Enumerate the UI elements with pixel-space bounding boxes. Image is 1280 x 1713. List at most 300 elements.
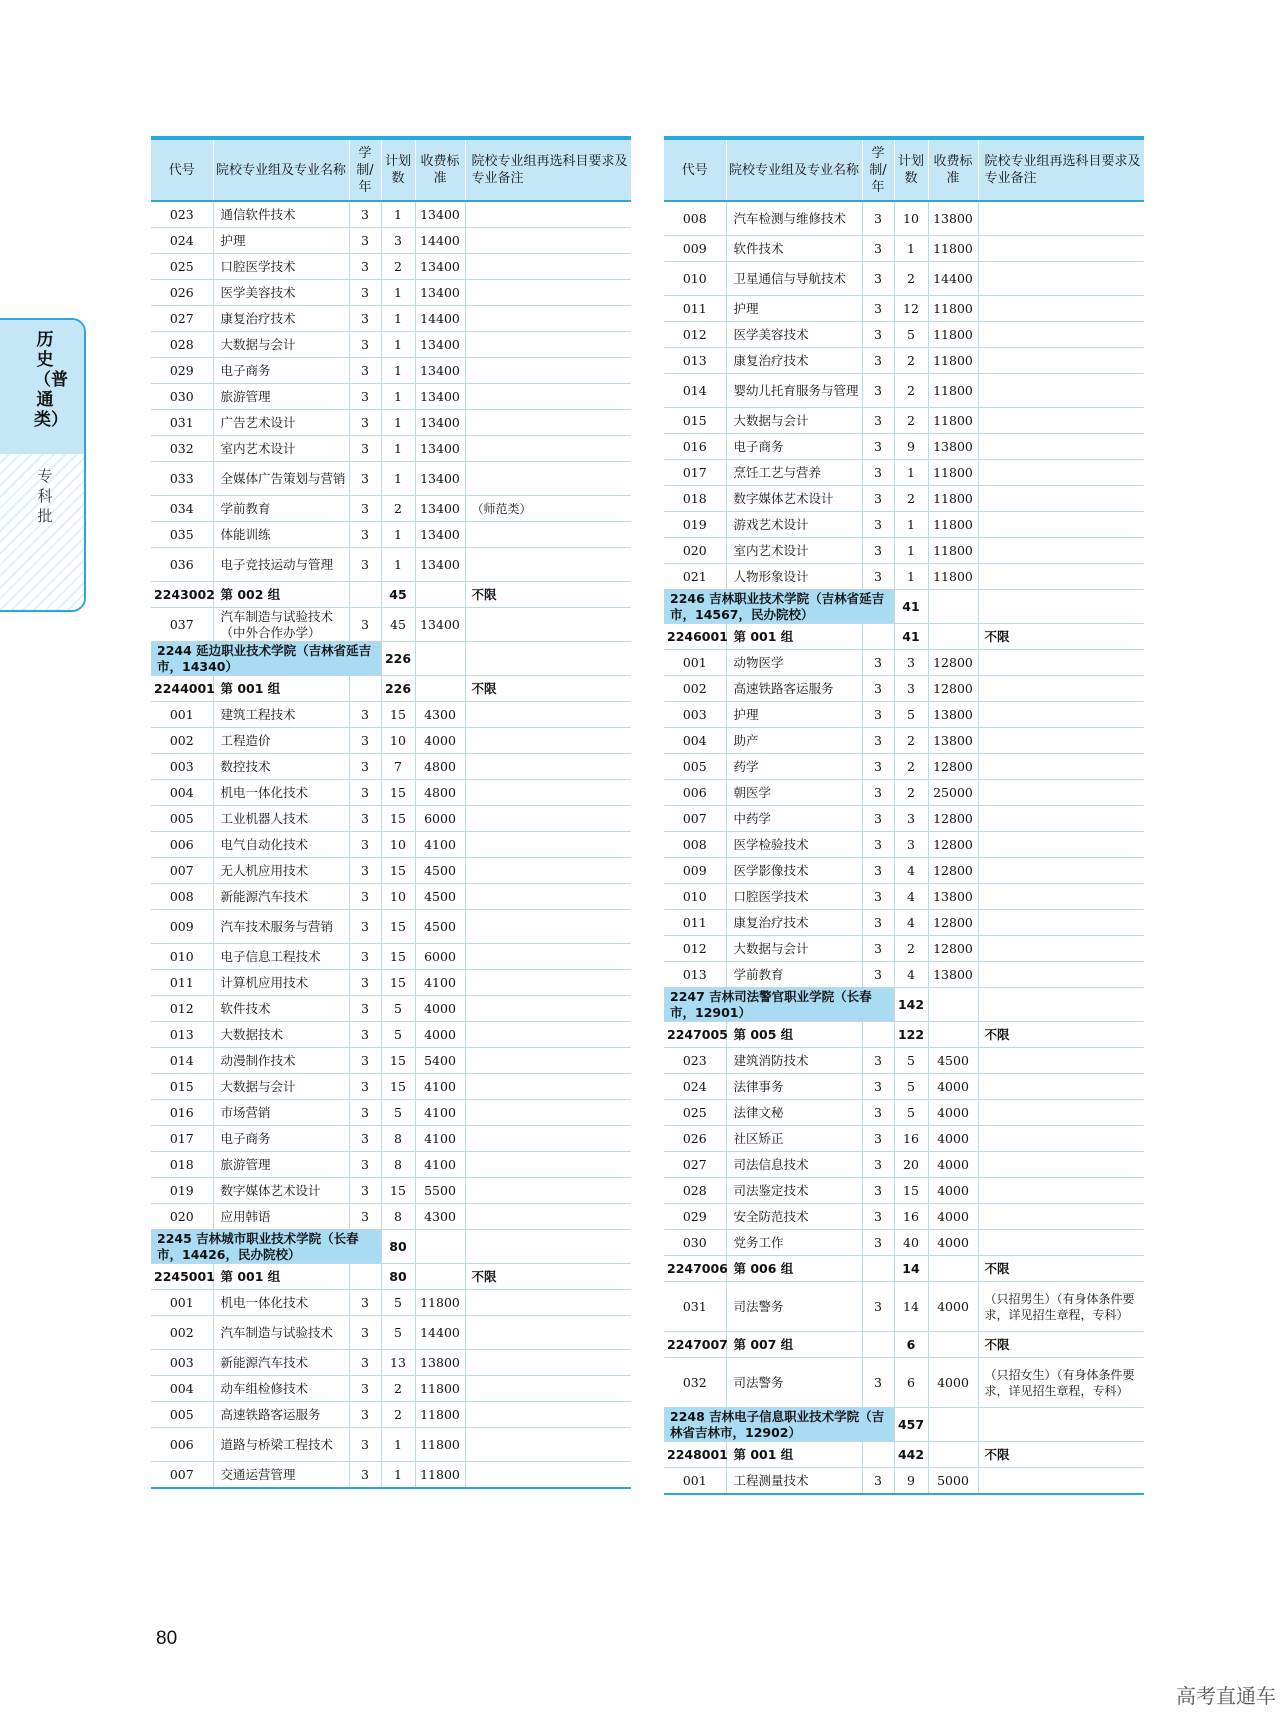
- major-years: 3: [862, 910, 894, 936]
- major-years: 3: [862, 262, 894, 296]
- major-row: [664, 910, 1144, 936]
- major-years: 3: [862, 460, 894, 486]
- major-years: 3: [862, 322, 894, 348]
- major-plan: 5: [894, 322, 928, 348]
- major-note: [978, 434, 1144, 460]
- major-years: 3: [862, 486, 894, 512]
- major-years: 3: [349, 1462, 381, 1489]
- major-note: [978, 1126, 1144, 1152]
- major-plan: 1: [381, 358, 415, 384]
- group-row: [151, 1264, 631, 1290]
- major-fee: 4100: [415, 1126, 465, 1152]
- major-row: [664, 1074, 1144, 1100]
- major-name: 室内艺术设计: [213, 436, 349, 462]
- major-code: 003: [151, 754, 213, 780]
- major-years: 3: [349, 1126, 381, 1152]
- major-plan: 1: [381, 280, 415, 306]
- major-note: [465, 306, 631, 332]
- major-fee: 13800: [415, 1350, 465, 1376]
- major-row: [664, 806, 1144, 832]
- major-plan: 1: [381, 332, 415, 358]
- major-note: [978, 564, 1144, 590]
- major-code: 005: [151, 1402, 213, 1428]
- major-plan: 1: [381, 462, 415, 496]
- major-row: [151, 254, 631, 280]
- group-plan: 442: [894, 1442, 928, 1468]
- school-note: [978, 1408, 1144, 1442]
- school-note: [978, 590, 1144, 624]
- major-row: [664, 296, 1144, 322]
- group-row: [664, 1256, 1144, 1282]
- major-note: [465, 280, 631, 306]
- major-name: 司法警务: [726, 1358, 862, 1408]
- major-name: 法律事务: [726, 1074, 862, 1100]
- group-fee: [928, 1442, 978, 1468]
- major-note: [978, 936, 1144, 962]
- major-code: 009: [664, 858, 726, 884]
- major-plan: 3: [894, 806, 928, 832]
- major-fee: 13400: [415, 332, 465, 358]
- major-note: [465, 780, 631, 806]
- major-years: 3: [349, 1290, 381, 1316]
- major-years: 3: [862, 236, 894, 262]
- major-fee: 11800: [415, 1428, 465, 1462]
- group-requirement: 不限: [978, 1442, 1144, 1468]
- major-row: [151, 970, 631, 996]
- school-row: [664, 988, 1144, 1022]
- major-plan: 1: [381, 410, 415, 436]
- major-fee: 12800: [928, 754, 978, 780]
- major-plan: 3: [894, 832, 928, 858]
- major-name: 学前教育: [726, 962, 862, 988]
- group-code: 2248001: [664, 1442, 726, 1468]
- major-plan: 5: [381, 996, 415, 1022]
- header-requirements: 院校专业组再选科目要求及专业备注: [465, 138, 631, 201]
- major-years: 3: [349, 754, 381, 780]
- major-plan: 16: [894, 1126, 928, 1152]
- major-name: 朝医学: [726, 780, 862, 806]
- major-plan: 1: [894, 538, 928, 564]
- major-code: 015: [151, 1074, 213, 1100]
- major-name: 游戏艺术设计: [726, 512, 862, 538]
- major-note: [978, 322, 1144, 348]
- major-row: [151, 1022, 631, 1048]
- major-row: [151, 358, 631, 384]
- header-years: 学制/年: [349, 138, 381, 201]
- major-fee: 4000: [415, 996, 465, 1022]
- major-plan: 1: [894, 564, 928, 590]
- major-name: 旅游管理: [213, 384, 349, 410]
- major-row: [151, 806, 631, 832]
- major-fee: 11800: [415, 1290, 465, 1316]
- major-fee: 13400: [415, 548, 465, 582]
- major-name: 计算机应用技术: [213, 970, 349, 996]
- school-row: [664, 1408, 1144, 1442]
- major-plan: 3: [894, 650, 928, 676]
- major-plan: 2: [894, 728, 928, 754]
- major-code: 017: [664, 460, 726, 486]
- major-plan: 1: [381, 201, 415, 228]
- major-note: [465, 910, 631, 944]
- major-row: [151, 1152, 631, 1178]
- major-note: [978, 486, 1144, 512]
- major-row: [151, 332, 631, 358]
- major-row: [151, 1428, 631, 1462]
- major-fee: 13800: [928, 962, 978, 988]
- school-row: [664, 590, 1144, 624]
- major-years: 3: [349, 306, 381, 332]
- major-note: [465, 806, 631, 832]
- major-code: 001: [151, 702, 213, 728]
- major-note: [465, 201, 631, 228]
- major-code: 012: [151, 996, 213, 1022]
- major-name: 工程测量技术: [726, 1468, 862, 1495]
- major-fee: 4500: [415, 884, 465, 910]
- major-note: [465, 884, 631, 910]
- major-fee: 13400: [415, 358, 465, 384]
- school-plan: 142: [894, 988, 928, 1022]
- major-code: 034: [151, 496, 213, 522]
- group-plan: 122: [894, 1022, 928, 1048]
- major-code: 020: [664, 538, 726, 564]
- major-code: 006: [151, 1428, 213, 1462]
- major-plan: 5: [381, 1290, 415, 1316]
- major-row: [664, 322, 1144, 348]
- major-note: [978, 858, 1144, 884]
- major-note: [465, 358, 631, 384]
- major-plan: 2: [894, 486, 928, 512]
- major-row: [151, 201, 631, 228]
- major-row: [664, 512, 1144, 538]
- major-note: [465, 1022, 631, 1048]
- major-fee: 13400: [415, 436, 465, 462]
- major-row: [664, 564, 1144, 590]
- major-plan: 2: [894, 780, 928, 806]
- major-row: [151, 754, 631, 780]
- major-name: 高速铁路客运服务: [213, 1402, 349, 1428]
- major-code: 028: [151, 332, 213, 358]
- watermark-text: 高考直通车: [1176, 1684, 1276, 1708]
- major-years: 3: [349, 1152, 381, 1178]
- major-code: 018: [664, 486, 726, 512]
- header-plan: 计划数: [381, 138, 415, 201]
- major-row: [151, 306, 631, 332]
- major-fee: 4300: [415, 1204, 465, 1230]
- major-code: 016: [664, 434, 726, 460]
- major-note: [978, 374, 1144, 408]
- major-row: [151, 280, 631, 306]
- major-note: [465, 254, 631, 280]
- major-years: 3: [349, 1022, 381, 1048]
- group-years: [862, 1256, 894, 1282]
- major-row: [151, 1316, 631, 1350]
- major-name: 数字媒体艺术设计: [213, 1178, 349, 1204]
- group-years: [349, 582, 381, 608]
- major-name: 药学: [726, 754, 862, 780]
- major-row: [151, 608, 631, 642]
- major-name: 旅游管理: [213, 1152, 349, 1178]
- major-code: 008: [664, 201, 726, 236]
- major-name: 电气自动化技术: [213, 832, 349, 858]
- major-code: 007: [151, 1462, 213, 1489]
- major-name: 体能训练: [213, 522, 349, 548]
- group-fee: [928, 1332, 978, 1358]
- major-fee: 5000: [928, 1468, 978, 1495]
- major-name: 电子商务: [726, 434, 862, 460]
- major-fee: 4500: [415, 910, 465, 944]
- major-name: 中药学: [726, 806, 862, 832]
- major-plan: 9: [894, 434, 928, 460]
- major-years: 3: [349, 201, 381, 228]
- major-name: 室内艺术设计: [726, 538, 862, 564]
- major-years: 3: [862, 676, 894, 702]
- major-row: [664, 702, 1144, 728]
- side-tab-sub-label: 专科批: [37, 467, 53, 525]
- major-name: 医学检验技术: [726, 832, 862, 858]
- major-fee: 12800: [928, 936, 978, 962]
- major-row: [664, 1282, 1144, 1332]
- major-note: [465, 608, 631, 642]
- major-code: 020: [151, 1204, 213, 1230]
- group-requirement: 不限: [978, 1022, 1144, 1048]
- major-years: 3: [862, 434, 894, 460]
- major-years: 3: [349, 254, 381, 280]
- major-row: [664, 374, 1144, 408]
- major-note: [978, 1100, 1144, 1126]
- major-code: 004: [664, 728, 726, 754]
- major-fee: 4300: [415, 702, 465, 728]
- major-code: 030: [664, 1230, 726, 1256]
- major-plan: 6: [894, 1358, 928, 1408]
- header-years: 学制/年: [862, 138, 894, 201]
- group-fee: [415, 582, 465, 608]
- major-plan: 40: [894, 1230, 928, 1256]
- major-row: [664, 1048, 1144, 1074]
- major-years: 3: [862, 832, 894, 858]
- major-code: 008: [664, 832, 726, 858]
- major-code: 001: [664, 1468, 726, 1495]
- major-fee: 13800: [928, 434, 978, 460]
- major-note: （只招男生）（有身体条件要求，详见招生章程，专科）: [978, 1282, 1144, 1332]
- major-years: 3: [349, 1376, 381, 1402]
- major-plan: 1: [381, 548, 415, 582]
- major-name: 电子竞技运动与管理: [213, 548, 349, 582]
- school-name: 2246 吉林职业技术学院（吉林省延吉市，14567，民办院校）: [664, 590, 894, 624]
- major-row: [664, 348, 1144, 374]
- major-plan: 1: [381, 522, 415, 548]
- major-name: 数字媒体艺术设计: [726, 486, 862, 512]
- major-name: 新能源汽车技术: [213, 884, 349, 910]
- major-plan: 1: [381, 436, 415, 462]
- group-code: 2246001: [664, 624, 726, 650]
- major-code: 011: [664, 910, 726, 936]
- major-note: [978, 538, 1144, 564]
- major-name: 康复治疗技术: [726, 910, 862, 936]
- major-years: 3: [862, 962, 894, 988]
- major-years: 3: [349, 1350, 381, 1376]
- major-years: 3: [862, 408, 894, 434]
- major-plan: 3: [894, 676, 928, 702]
- major-fee: 12800: [928, 910, 978, 936]
- major-row: [151, 832, 631, 858]
- major-fee: 13400: [415, 384, 465, 410]
- school-note: [465, 642, 631, 676]
- major-plan: 4: [894, 910, 928, 936]
- major-row: [664, 1230, 1144, 1256]
- major-code: 030: [151, 384, 213, 410]
- major-plan: 8: [381, 1152, 415, 1178]
- major-note: [978, 728, 1144, 754]
- major-name: 人物形象设计: [726, 564, 862, 590]
- major-note: [978, 650, 1144, 676]
- major-code: 021: [664, 564, 726, 590]
- major-plan: 8: [381, 1204, 415, 1230]
- major-years: 3: [349, 702, 381, 728]
- major-code: 005: [151, 806, 213, 832]
- major-name: 医学影像技术: [726, 858, 862, 884]
- major-plan: 2: [381, 254, 415, 280]
- major-plan: 2: [381, 1376, 415, 1402]
- major-row: [664, 650, 1144, 676]
- major-note: [465, 702, 631, 728]
- major-years: 3: [862, 1048, 894, 1074]
- major-note: [978, 832, 1144, 858]
- major-years: 3: [349, 410, 381, 436]
- major-code: 027: [664, 1152, 726, 1178]
- major-row: [664, 1126, 1144, 1152]
- major-note: [465, 1316, 631, 1350]
- major-fee: 4000: [928, 1358, 978, 1408]
- admission-table-right: [664, 136, 1144, 1495]
- major-row: [664, 754, 1144, 780]
- major-note: [978, 262, 1144, 296]
- major-row: [664, 434, 1144, 460]
- major-row: [151, 1100, 631, 1126]
- major-code: 002: [151, 728, 213, 754]
- major-code: 006: [664, 780, 726, 806]
- major-fee: 4000: [928, 1178, 978, 1204]
- group-code: 2245001: [151, 1264, 213, 1290]
- school-fee: [928, 590, 978, 624]
- major-plan: 4: [894, 858, 928, 884]
- school-name: 2245 吉林城市职业技术学院（长春市，14426，民办院校）: [151, 1230, 381, 1264]
- major-plan: 15: [381, 970, 415, 996]
- major-note: [465, 832, 631, 858]
- group-plan: 45: [381, 582, 415, 608]
- major-name: 交通运营管理: [213, 1462, 349, 1489]
- major-years: 3: [349, 436, 381, 462]
- major-code: 005: [664, 754, 726, 780]
- major-code: 032: [151, 436, 213, 462]
- major-row: [151, 1178, 631, 1204]
- major-row: [151, 384, 631, 410]
- major-plan: 8: [381, 1126, 415, 1152]
- major-name: 动漫制作技术: [213, 1048, 349, 1074]
- major-fee: 5400: [415, 1048, 465, 1074]
- major-name: 汽车制造与试验技术: [213, 1316, 349, 1350]
- major-note: [978, 512, 1144, 538]
- major-note: [978, 884, 1144, 910]
- major-row: [151, 228, 631, 254]
- major-plan: 15: [381, 1074, 415, 1100]
- major-years: 3: [349, 608, 381, 642]
- major-code: 026: [664, 1126, 726, 1152]
- major-plan: 7: [381, 754, 415, 780]
- major-note: [978, 1048, 1144, 1074]
- major-years: 3: [349, 280, 381, 306]
- major-fee: 4100: [415, 832, 465, 858]
- major-plan: 15: [381, 910, 415, 944]
- group-fee: [928, 1022, 978, 1048]
- major-name: 口腔医学技术: [726, 884, 862, 910]
- major-code: 019: [151, 1178, 213, 1204]
- group-code: 2247007: [664, 1332, 726, 1358]
- major-name: 卫星通信与导航技术: [726, 262, 862, 296]
- major-code: 037: [151, 608, 213, 642]
- major-code: 032: [664, 1358, 726, 1408]
- major-code: 018: [151, 1152, 213, 1178]
- major-code: 036: [151, 548, 213, 582]
- major-years: 3: [862, 512, 894, 538]
- major-code: 013: [151, 1022, 213, 1048]
- major-note: [465, 228, 631, 254]
- major-years: 3: [349, 522, 381, 548]
- major-plan: 9: [894, 1468, 928, 1495]
- major-fee: 12800: [928, 676, 978, 702]
- major-note: [978, 754, 1144, 780]
- major-name: 全媒体广告策划与营销: [213, 462, 349, 496]
- major-fee: 13400: [415, 608, 465, 642]
- major-note: [465, 332, 631, 358]
- side-tab-main-label: 历史（普通类）: [34, 330, 68, 430]
- major-row: [151, 1048, 631, 1074]
- table-header: [664, 138, 1144, 201]
- major-note: [465, 996, 631, 1022]
- major-row: [664, 832, 1144, 858]
- major-years: 3: [862, 884, 894, 910]
- major-name: 高速铁路客运服务: [726, 676, 862, 702]
- major-row: [664, 460, 1144, 486]
- major-years: 3: [862, 1152, 894, 1178]
- major-code: 024: [151, 228, 213, 254]
- school-plan: 41: [894, 590, 928, 624]
- major-fee: 11800: [415, 1402, 465, 1428]
- major-note: [978, 1468, 1144, 1495]
- major-note: [465, 728, 631, 754]
- group-name: 第 001 组: [726, 624, 862, 650]
- major-row: [151, 884, 631, 910]
- major-name: 安全防范技术: [726, 1204, 862, 1230]
- major-note: [465, 384, 631, 410]
- school-plan: 226: [381, 642, 415, 676]
- group-plan: 80: [381, 1264, 415, 1290]
- major-code: 024: [664, 1074, 726, 1100]
- major-code: 033: [151, 462, 213, 496]
- major-fee: 13800: [928, 702, 978, 728]
- major-row: [151, 858, 631, 884]
- major-code: 011: [151, 970, 213, 996]
- major-note: [978, 806, 1144, 832]
- major-name: 市场营销: [213, 1100, 349, 1126]
- group-row: [151, 676, 631, 702]
- major-name: 护理: [726, 296, 862, 322]
- major-note: [465, 1204, 631, 1230]
- major-years: 3: [862, 1358, 894, 1408]
- major-row: [664, 1204, 1144, 1230]
- group-requirement: 不限: [978, 1256, 1144, 1282]
- major-note: [465, 410, 631, 436]
- major-name: 医学美容技术: [213, 280, 349, 306]
